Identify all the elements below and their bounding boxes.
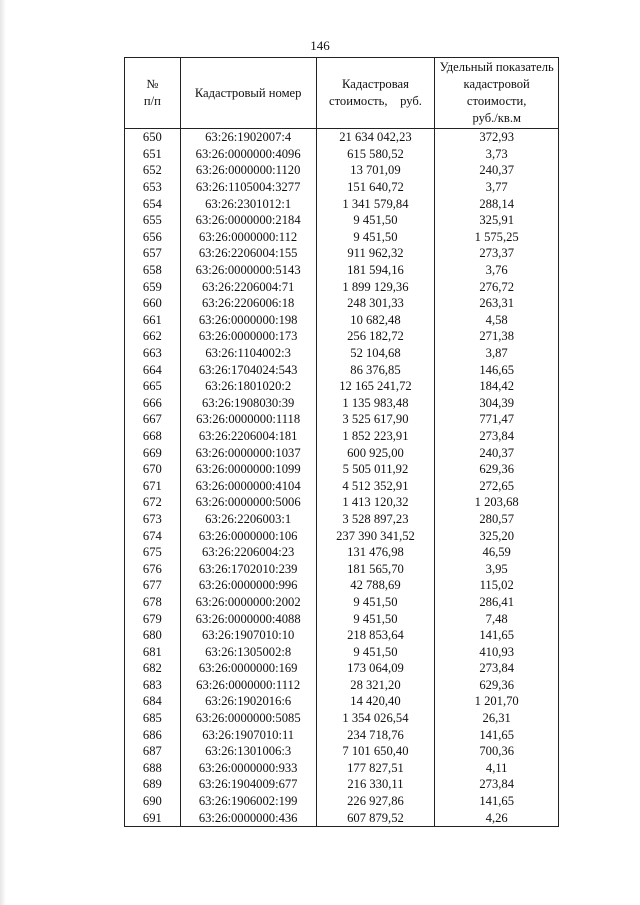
table-row (125, 693, 559, 710)
row-number: 655 (125, 212, 181, 229)
specific-indicator: 771,47 (435, 411, 559, 428)
cadastral-value: 1 852 223,91 (316, 428, 435, 445)
table-row (125, 129, 559, 146)
cadastral-value: 9 451,50 (316, 610, 435, 627)
cadastral-value: 131 476,98 (316, 544, 435, 561)
row-number: 664 (125, 361, 181, 378)
table-row (125, 743, 559, 760)
row-number: 674 (125, 527, 181, 544)
table-row (125, 378, 559, 395)
cadastral-number: 63:26:1801020:2 (180, 378, 316, 395)
table-row (125, 660, 559, 677)
table-row (125, 444, 559, 461)
specific-indicator: 3,73 (435, 146, 559, 163)
table-row (125, 809, 559, 826)
row-number: 659 (125, 278, 181, 295)
row-number: 650 (125, 129, 181, 146)
cadastral-number: 63:26:2206003:1 (180, 511, 316, 528)
specific-indicator: 146,65 (435, 361, 559, 378)
specific-indicator: 273,37 (435, 245, 559, 262)
row-number: 662 (125, 328, 181, 345)
row-number: 676 (125, 560, 181, 577)
cadastral-number: 63:26:0000000:1112 (180, 677, 316, 694)
cadastral-number: 63:26:0000000:4088 (180, 610, 316, 627)
specific-indicator: 115,02 (435, 577, 559, 594)
cadastral-value: 9 451,50 (316, 229, 435, 246)
specific-indicator: 271,38 (435, 328, 559, 345)
cadastral-number: 63:26:0000000:1099 (180, 461, 316, 478)
cadastral-value: 1 341 579,84 (316, 195, 435, 212)
cadastral-value: 42 788,69 (316, 577, 435, 594)
table-row (125, 527, 559, 544)
table-row (125, 776, 559, 793)
table-row (125, 494, 559, 511)
cadastral-value: 28 321,20 (316, 677, 435, 694)
row-number: 656 (125, 229, 181, 246)
specific-indicator: 7,48 (435, 610, 559, 627)
row-number: 653 (125, 179, 181, 196)
table-row (125, 677, 559, 694)
row-number: 658 (125, 262, 181, 279)
cadastral-value: 248 301,33 (316, 295, 435, 312)
cadastral-value: 615 580,52 (316, 146, 435, 163)
row-number: 678 (125, 594, 181, 611)
row-number: 665 (125, 378, 181, 395)
cadastral-value: 52 104,68 (316, 345, 435, 362)
row-number: 667 (125, 411, 181, 428)
specific-indicator: 240,37 (435, 444, 559, 461)
row-number: 666 (125, 395, 181, 412)
row-number: 651 (125, 146, 181, 163)
cadastral-value: 3 528 897,23 (316, 511, 435, 528)
table-row (125, 229, 559, 246)
table-row (125, 627, 559, 644)
header-cadastral-number: Кадастровый номер (180, 58, 316, 129)
row-number: 652 (125, 162, 181, 179)
cadastral-number: 63:26:1902007:4 (180, 129, 316, 146)
specific-indicator: 1 575,25 (435, 229, 559, 246)
table-row (125, 245, 559, 262)
cadastral-value: 21 634 042,23 (316, 129, 435, 146)
table-row (125, 179, 559, 196)
cadastral-number: 63:26:2206004:71 (180, 278, 316, 295)
cadastral-number: 63:26:0000000:1118 (180, 411, 316, 428)
row-number: 686 (125, 726, 181, 743)
row-number: 685 (125, 710, 181, 727)
table-row (125, 544, 559, 561)
cadastral-number: 63:26:0000000:112 (180, 229, 316, 246)
cadastral-number: 63:26:1902016:6 (180, 693, 316, 710)
row-number: 691 (125, 809, 181, 826)
page-edge (0, 0, 6, 905)
row-number: 660 (125, 295, 181, 312)
specific-indicator: 372,93 (435, 129, 559, 146)
row-number: 668 (125, 428, 181, 445)
cadastral-number: 63:26:0000000:2002 (180, 594, 316, 611)
table-row (125, 295, 559, 312)
specific-indicator: 4,58 (435, 312, 559, 329)
page-number: 146 (310, 38, 330, 53)
cadastral-number: 63:26:1907010:11 (180, 726, 316, 743)
cadastral-value: 9 451,50 (316, 643, 435, 660)
cadastral-number: 63:26:2206004:155 (180, 245, 316, 262)
cadastral-value: 607 879,52 (316, 809, 435, 826)
cadastral-value: 1 899 129,36 (316, 278, 435, 295)
table-row (125, 212, 559, 229)
specific-indicator: 26,31 (435, 710, 559, 727)
table-row (125, 560, 559, 577)
cadastral-value: 151 640,72 (316, 179, 435, 196)
cadastral-number: 63:26:2206006:18 (180, 295, 316, 312)
specific-indicator: 629,36 (435, 677, 559, 694)
row-number: 670 (125, 461, 181, 478)
specific-indicator: 3,77 (435, 179, 559, 196)
cadastral-number: 63:26:0000000:106 (180, 527, 316, 544)
specific-indicator: 1 201,70 (435, 693, 559, 710)
cadastral-value: 9 451,50 (316, 594, 435, 611)
table-row (125, 361, 559, 378)
cadastral-number: 63:26:2206004:181 (180, 428, 316, 445)
table-row (125, 411, 559, 428)
specific-indicator: 141,65 (435, 627, 559, 644)
cadastral-value: 181 594,16 (316, 262, 435, 279)
cadastral-value: 237 390 341,52 (316, 527, 435, 544)
table-row (125, 345, 559, 362)
cadastral-number: 63:26:0000000:2184 (180, 212, 316, 229)
cadastral-number: 63:26:1301006:3 (180, 743, 316, 760)
cadastral-value: 218 853,64 (316, 627, 435, 644)
cadastral-number: 63:26:0000000:4104 (180, 477, 316, 494)
cadastral-number: 63:26:1104002:3 (180, 345, 316, 362)
specific-indicator: 273,84 (435, 428, 559, 445)
specific-indicator: 410,93 (435, 643, 559, 660)
cadastral-value: 9 451,50 (316, 212, 435, 229)
table-header-row (125, 58, 559, 129)
cadastral-value: 177 827,51 (316, 760, 435, 777)
row-number: 684 (125, 693, 181, 710)
specific-indicator: 272,65 (435, 477, 559, 494)
specific-indicator: 3,87 (435, 345, 559, 362)
row-number: 675 (125, 544, 181, 561)
cadastral-value: 226 927,86 (316, 793, 435, 810)
row-number: 672 (125, 494, 181, 511)
header-specific-indicator: Удельный показатель кадастровой стоимости, руб./кв.м (435, 58, 559, 129)
specific-indicator: 280,57 (435, 511, 559, 528)
specific-indicator: 325,91 (435, 212, 559, 229)
row-number: 671 (125, 477, 181, 494)
table-row (125, 643, 559, 660)
specific-indicator: 273,84 (435, 776, 559, 793)
cadastral-value: 12 165 241,72 (316, 378, 435, 395)
cadastral-value: 1 135 983,48 (316, 395, 435, 412)
specific-indicator: 141,65 (435, 793, 559, 810)
row-number: 677 (125, 577, 181, 594)
row-number: 682 (125, 660, 181, 677)
cadastral-number: 63:26:0000000:5006 (180, 494, 316, 511)
cadastral-value: 5 505 011,92 (316, 461, 435, 478)
table-row (125, 312, 559, 329)
specific-indicator: 4,26 (435, 809, 559, 826)
cadastral-number: 63:26:0000000:5085 (180, 710, 316, 727)
cadastral-value: 1 413 120,32 (316, 494, 435, 511)
cadastral-value: 10 682,48 (316, 312, 435, 329)
cadastral-number: 63:26:0000000:169 (180, 660, 316, 677)
cadastral-value: 13 701,09 (316, 162, 435, 179)
cadastral-number: 63:26:0000000:5143 (180, 262, 316, 279)
cadastral-number: 63:26:0000000:996 (180, 577, 316, 594)
table-row (125, 793, 559, 810)
table-row (125, 146, 559, 163)
table-row (125, 577, 559, 594)
table-row (125, 262, 559, 279)
row-number: 679 (125, 610, 181, 627)
table-row (125, 328, 559, 345)
table-row (125, 477, 559, 494)
cadastral-value: 3 525 617,90 (316, 411, 435, 428)
specific-indicator: 184,42 (435, 378, 559, 395)
cadastral-value: 181 565,70 (316, 560, 435, 577)
specific-indicator: 263,31 (435, 295, 559, 312)
cadastral-value: 1 354 026,54 (316, 710, 435, 727)
table-row (125, 594, 559, 611)
cadastral-number: 63:26:0000000:1037 (180, 444, 316, 461)
specific-indicator: 46,59 (435, 544, 559, 561)
header-num: № п/п (125, 58, 181, 129)
cadastral-number: 63:26:0000000:173 (180, 328, 316, 345)
cadastral-value: 86 376,85 (316, 361, 435, 378)
specific-indicator: 629,36 (435, 461, 559, 478)
cadastral-number: 63:26:0000000:933 (180, 760, 316, 777)
specific-indicator: 240,37 (435, 162, 559, 179)
table-row (125, 710, 559, 727)
row-number: 680 (125, 627, 181, 644)
cadastral-number: 63:26:0000000:4096 (180, 146, 316, 163)
row-number: 673 (125, 511, 181, 528)
row-number: 690 (125, 793, 181, 810)
table-row (125, 461, 559, 478)
cadastral-number: 63:26:0000000:436 (180, 809, 316, 826)
row-number: 683 (125, 677, 181, 694)
cadastral-value: 600 925,00 (316, 444, 435, 461)
row-number: 657 (125, 245, 181, 262)
specific-indicator: 141,65 (435, 726, 559, 743)
specific-indicator: 3,76 (435, 262, 559, 279)
cadastral-value: 216 330,11 (316, 776, 435, 793)
cadastral-number: 63:26:2206004:23 (180, 544, 316, 561)
specific-indicator: 4,11 (435, 760, 559, 777)
row-number: 688 (125, 760, 181, 777)
specific-indicator: 276,72 (435, 278, 559, 295)
cadastral-number: 63:26:0000000:198 (180, 312, 316, 329)
table-row (125, 428, 559, 445)
table-row (125, 511, 559, 528)
table-row (125, 726, 559, 743)
row-number: 681 (125, 643, 181, 660)
cadastral-number: 63:26:1702010:239 (180, 560, 316, 577)
cadastral-number: 63:26:2301012:1 (180, 195, 316, 212)
row-number: 661 (125, 312, 181, 329)
cadastral-value: 7 101 650,40 (316, 743, 435, 760)
row-number: 654 (125, 195, 181, 212)
cadastral-number: 63:26:1908030:39 (180, 395, 316, 412)
cadastral-number: 63:26:1904009:677 (180, 776, 316, 793)
table-row (125, 610, 559, 627)
header-cadastral-value: Кадастровая стоимость, руб. (316, 58, 435, 129)
cadastral-value: 173 064,09 (316, 660, 435, 677)
specific-indicator: 1 203,68 (435, 494, 559, 511)
row-number: 689 (125, 776, 181, 793)
row-number: 669 (125, 444, 181, 461)
cadastral-number: 63:26:1907010:10 (180, 627, 316, 644)
row-number: 663 (125, 345, 181, 362)
cadastral-number: 63:26:1105004:3277 (180, 179, 316, 196)
cadastral-value: 14 420,40 (316, 693, 435, 710)
table-row (125, 395, 559, 412)
specific-indicator: 304,39 (435, 395, 559, 412)
cadastral-number: 63:26:1305002:8 (180, 643, 316, 660)
cadastral-number: 63:26:1906002:199 (180, 793, 316, 810)
specific-indicator: 273,84 (435, 660, 559, 677)
row-number: 687 (125, 743, 181, 760)
cadastral-number: 63:26:1704024:543 (180, 361, 316, 378)
table-row (125, 760, 559, 777)
cadastral-value: 234 718,76 (316, 726, 435, 743)
specific-indicator: 3,95 (435, 560, 559, 577)
specific-indicator: 700,36 (435, 743, 559, 760)
cadastral-table (124, 57, 559, 827)
specific-indicator: 288,14 (435, 195, 559, 212)
specific-indicator: 286,41 (435, 594, 559, 611)
cadastral-value: 4 512 352,91 (316, 477, 435, 494)
table-row (125, 195, 559, 212)
cadastral-value: 256 182,72 (316, 328, 435, 345)
cadastral-number: 63:26:0000000:1120 (180, 162, 316, 179)
cadastral-value: 911 962,32 (316, 245, 435, 262)
table-row (125, 278, 559, 295)
table-body (125, 129, 559, 827)
specific-indicator: 325,20 (435, 527, 559, 544)
table-row (125, 162, 559, 179)
